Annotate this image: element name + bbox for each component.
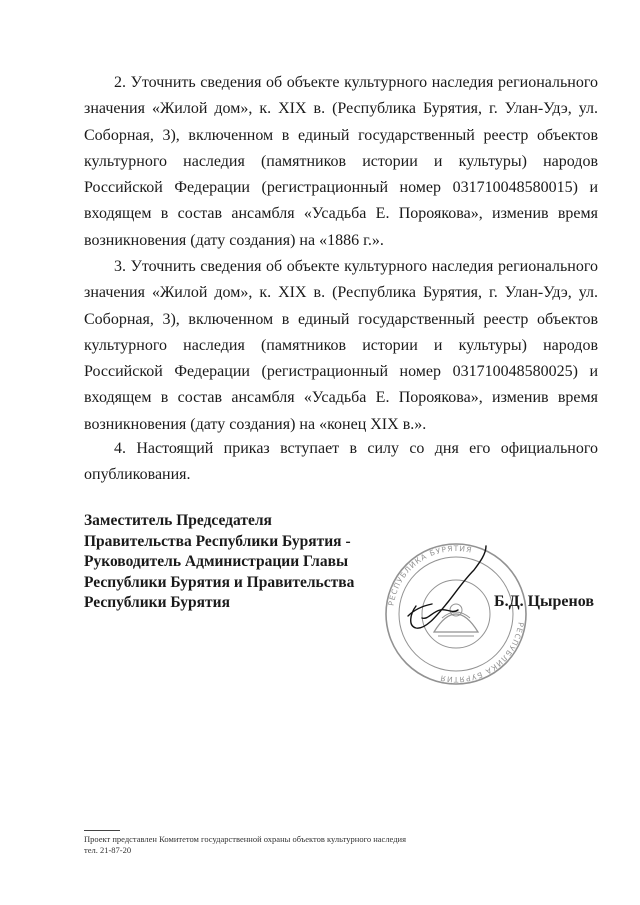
svg-text:РЕСПУБЛИКА БУРЯТИЯ: РЕСПУБЛИКА БУРЯТИЯ — [438, 621, 526, 685]
position-line: Республики Бурятия и Правительства — [84, 573, 355, 591]
footnote-phone: тел. 21-87-20 — [84, 845, 132, 855]
footnote — [84, 834, 406, 856]
signatory-name: Б.Д. Цыренов — [494, 593, 594, 610]
paragraph-item-4: 4. Настоящий приказ вступает в силу со дня его официального опубликования. — [84, 440, 598, 484]
footnote-divider — [84, 830, 120, 831]
paragraph-item-3: 3. Уточнить сведения об объекте культурного наследия регионального значения «Жилой дом», к. XIX в. (Республика Бурятия, г. Улан-Удэ, ул. Соборная, 3), включенном в единый государственный реестр объектов культурного наследия (памятников истории и культуры) народов Российской Федерации (регистрационный номер 031710048580025) и входящем в состав ансамбля «Усадьба Е. Пороякова», изменив время возникновения (дату создания) на «конец XIX в.». — [84, 258, 598, 433]
position-line: Заместитель Председателя — [84, 512, 272, 529]
position-line: Правительства Республики Бурятия - — [84, 532, 351, 550]
official-seal — [382, 540, 530, 688]
signatory-position — [84, 511, 374, 614]
footnote-line: Проект представлен Комитетом государственной охраны объектов культурного наследия — [84, 834, 407, 844]
seal-text: РЕСПУБЛИКА БУРЯТИЯ — [386, 543, 474, 607]
paragraph-item-2: 2. Уточнить сведения об объекте культурного наследия регионального значения «Жилой дом», к. XIX в. (Республика Бурятия, г. Улан-Удэ, ул. Соборная, 3), включенном в единый государственный реестр объектов культурного наследия (памятников истории и культуры) народов Российской Федерации (регистрационный номер 031710048580015) и входящем в состав ансамбля «Усадьба Е. Пороякова», изменив время возникновения (дату создания) на «1886 г.». — [84, 74, 598, 249]
position-line: Республики Бурятия — [84, 594, 230, 611]
position-line: Руководитель Администрации Главы — [84, 553, 349, 570]
